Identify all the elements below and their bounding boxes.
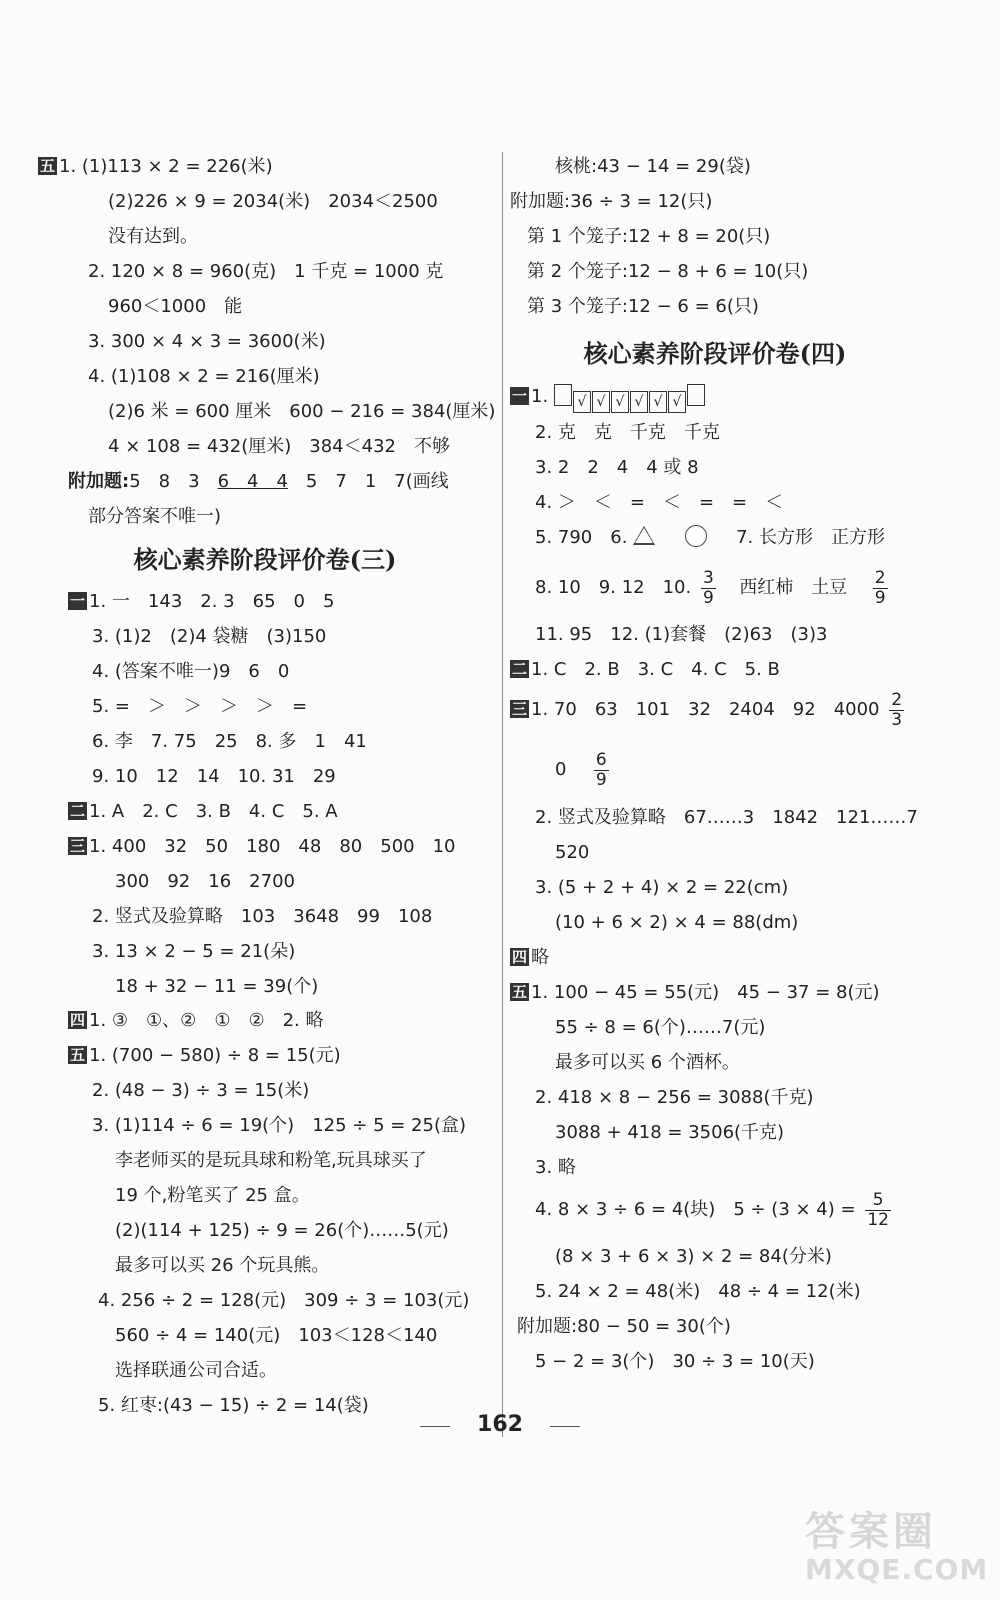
section-3: 三 1. 400 32 50 180 48 80 500 10 [70,836,456,857]
answer-line: 2. 竖式及验算略 103 3648 99 108 [92,906,433,927]
answer-line: 李老师买的是玩具球和粉笔,玩具球买了 [115,1150,427,1171]
page-number: 162 [440,1412,560,1437]
answer-line: 4. (答案不唯一)9 6 0 [92,661,290,682]
answer-line-fractions: 8. 10 9. 12 10. $\frac{3}{9}$ 西红柿 土豆 $\frac{2}{9}$ [535,567,886,608]
circle-icon [685,525,707,547]
answer-line: 5. = ＞ ＞ ＞ ＞ = [92,696,308,717]
answer-line: 核桃:43 − 14 = 29(袋) [555,156,751,177]
underlined-answers: 6 4 4 [217,471,288,492]
answer-line: 9. 10 12 14 10. 31 29 [92,766,336,787]
answer-line: 3. 300 × 4 × 3 = 3600(米) [88,331,326,352]
answer-line: 19 个,粉笔买了 25 盒。 [115,1185,310,1206]
bonus-question: 附加题:5 8 3 6 4 4 5 7 1 7(画线 [68,471,449,492]
fraction: $\frac{3}{9}$ [702,567,714,608]
right-column [505,0,975,1420]
answer-line: 4 × 108 = 432(厘米) 384＜432 不够 [108,436,450,457]
answer-line: 最多可以买 26 个玩具熊。 [115,1255,330,1276]
section-3: 三 1. 70 63 101 32 2404 92 4000 $\frac{2}{3}$ [512,689,903,730]
answer-line: 300 92 16 2700 [115,871,295,892]
answer-line: 没有达到。 [108,226,198,247]
answer-line: 第 1 个笼子:12 + 8 = 20(只) [527,226,771,247]
bonus-question: 附加题:36 ÷ 3 = 12(只) [510,191,713,212]
answer-check-boxes [554,386,706,410]
answer-line: 960＜1000 能 [108,296,243,317]
answer-line: 11. 95 12. (1)套餐 (2)63 (3)3 [535,624,828,645]
bonus-question: 附加题:80 − 50 = 30(个) [517,1316,731,1337]
answer-line: 2. 418 × 8 − 256 = 3088(千克) [535,1087,814,1108]
answer-line: (2)6 米 = 600 厘米 600 − 216 = 384(厘米) [108,401,496,422]
answer-line: 3. 略 [535,1157,576,1178]
triangle-icon [633,526,655,545]
check-box [687,384,705,406]
answer-line: 3. (1)114 ÷ 6 = 19(个) 125 ÷ 5 = 25(盒) [92,1115,467,1136]
answer-line: (8 × 3 + 6 × 3) × 2 = 84(分米) [555,1246,832,1267]
check-box: √ [611,391,629,413]
answer-line: 3088 + 418 = 3506(千克) [555,1122,785,1143]
answer-line: 最多可以买 6 个酒杯。 [555,1052,740,1073]
answer-line: 3. (1)2 (2)4 袋糖 (3)150 [92,626,327,647]
answer-line: 6. 李 7. 75 25 8. 多 1 41 [92,731,367,752]
check-box: √ [573,391,591,413]
check-box: √ [649,391,667,413]
fraction: $\frac{5}{12}$ [867,1189,889,1230]
answer-line-fraction: 4. 8 × 3 ÷ 6 = 4(块) 5 ÷ (3 × 4) = $\frac{5}{12}$ [535,1189,889,1230]
section-title-4: 核心素养阶段评价卷(四) [583,339,847,368]
answer-line: 2. (48 − 3) ÷ 3 = 15(米) [92,1080,310,1101]
answer-line-fraction: 0 $\frac{6}{9}$ [555,749,607,790]
answer-line: 2. 120 × 8 = 960(克) 1 千克 = 1000 克 [88,261,444,282]
answer-line-shapes: 5. 790 6. 7. 长方形 正方形 [535,527,886,548]
section-2: 二 1. C 2. B 3. C 4. C 5. B [512,659,780,680]
answer-line: 5. 24 × 2 = 48(米) 48 ÷ 4 = 12(米) [535,1281,861,1302]
fraction: $\frac{6}{9}$ [595,749,607,790]
check-box: √ [630,391,648,413]
answer-line: 5 − 2 = 3(个) 30 ÷ 3 = 10(天) [535,1351,815,1372]
check-box: √ [592,391,610,413]
check-box [554,384,572,406]
answer-line: (2)(114 + 125) ÷ 9 = 26(个)……5(元) [115,1220,449,1241]
answer-line: 第 3 个笼子:12 − 6 = 6(只) [527,296,759,317]
answer-line: (2)226 × 9 = 2034(米) 2034＜2500 [108,191,438,212]
column-divider [502,152,503,1437]
left-column [0,0,496,1420]
answer-line: 2. 竖式及验算略 67……3 1842 121……7 [535,807,918,828]
answer-line: 4. 256 ÷ 2 = 128(元) 309 ÷ 3 = 103(元) [98,1290,470,1311]
answer-line: 3. (5 + 2 + 4) × 2 = 22(cm) [535,877,789,898]
watermark-logo: 答案圈 MXQE.COM [805,1508,989,1586]
answer-line: 部分答案不唯一) [88,506,222,527]
answer-line: 560 ÷ 4 = 140(元) 103＜128＜140 [115,1325,438,1346]
section-5-q1: 五 1. (1)113 × 2 = 226(米) [40,156,273,177]
answer-line: 520 [555,842,590,863]
answer-line: (10 + 6 × 2) × 4 = 88(dm) [555,912,799,933]
check-box: √ [668,391,686,413]
section-5: 五 1. 100 − 45 = 55(元) 45 − 37 = 8(元) [512,982,880,1003]
answer-line: 3. 13 × 2 − 5 = 21(朵) [92,941,296,962]
section-title-3: 核心素养阶段评价卷(三) [133,545,397,574]
section-5: 五 1. (700 − 580) ÷ 8 = 15(元) [70,1045,341,1066]
section-1-q1: 一 1. 一 143 2. 3 65 0 5 [70,591,335,612]
answer-line: 选择联通公司合适。 [115,1360,277,1381]
answer-line: 5. 红枣:(43 − 15) ÷ 2 = 14(袋) [98,1395,369,1416]
fraction: $\frac{2}{9}$ [874,567,886,608]
answer-line: 第 2 个笼子:12 − 8 + 6 = 10(只) [527,261,809,282]
section-1-q1: 一 1. √ √ √ √ √ √ [510,382,706,412]
section-tag-5: 五 [40,157,56,175]
section-2: 二 1. A 2. C 3. B 4. C 5. A [70,801,338,822]
section-4: 四 略 [512,947,550,968]
answer-line: 4. ＞ ＜ = ＜ = = ＜ [535,492,784,513]
section-4: 四 1. ③ ①、② ① ② 2. 略 [70,1010,324,1031]
answer-line: 2. 克 克 千克 千克 [535,422,720,443]
answer-line: 3. 2 2 4 4 或 8 [535,457,699,478]
fraction: $\frac{2}{3}$ [891,689,903,730]
answer-line: 55 ÷ 8 = 6(个)……7(元) [555,1017,766,1038]
answer-line: 18 + 32 − 11 = 39(个) [115,976,319,997]
answer-line: 4. (1)108 × 2 = 216(厘米) [88,366,320,387]
